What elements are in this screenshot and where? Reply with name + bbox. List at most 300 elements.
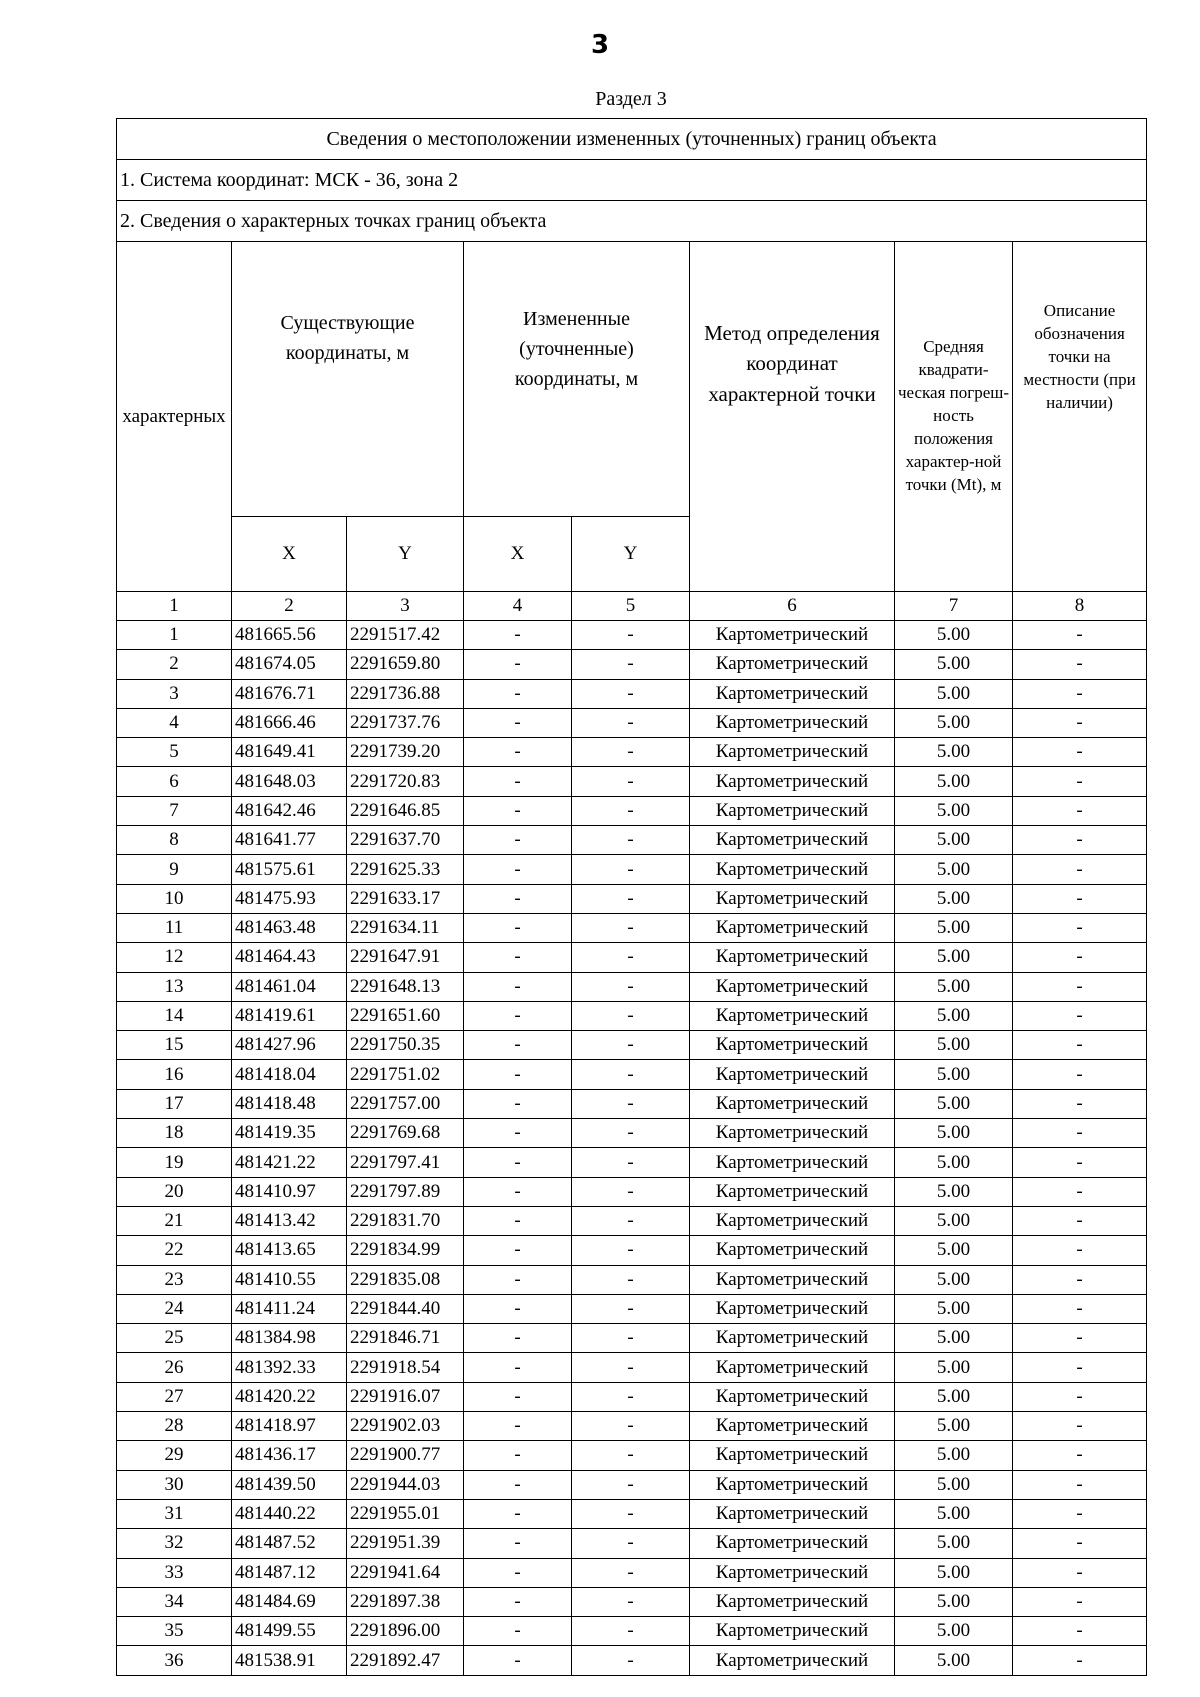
method-cell: Картометрический: [690, 679, 895, 708]
changed-x-cell: -: [464, 1265, 572, 1294]
existing-x-cell: 481484.69: [232, 1587, 347, 1616]
changed-y-cell: -: [572, 1499, 690, 1528]
changed-y-cell: -: [572, 1089, 690, 1118]
existing-y-cell: 2291846.71: [347, 1324, 464, 1353]
existing-y-cell: 2291634.11: [347, 913, 464, 942]
point-number-cell: 18: [117, 1119, 232, 1148]
table-row: [117, 855, 1147, 884]
existing-x-cell: 481499.55: [232, 1617, 347, 1646]
mean-error-cell: 5.00: [895, 1001, 1013, 1030]
existing-y-cell: 2291896.00: [347, 1617, 464, 1646]
existing-x-cell: 481436.17: [232, 1441, 347, 1470]
changed-y-cell: -: [572, 1382, 690, 1411]
existing-x-cell: 481419.35: [232, 1119, 347, 1148]
changed-x-cell: -: [464, 943, 572, 972]
existing-x-cell: 481418.48: [232, 1089, 347, 1118]
table-row: [117, 621, 1147, 650]
mean-error-cell: 5.00: [895, 972, 1013, 1001]
changed-x-cell: -: [464, 1031, 572, 1060]
table-row: [117, 1119, 1147, 1148]
column-number: 4: [464, 592, 572, 621]
existing-y-cell: 2291831.70: [347, 1206, 464, 1235]
header-existing-coords: Существующие координаты, м: [232, 242, 464, 517]
changed-y-cell: -: [572, 1206, 690, 1235]
point-number-cell: 28: [117, 1412, 232, 1441]
point-number-cell: 5: [117, 738, 232, 767]
method-cell: Картометрический: [690, 1236, 895, 1265]
mean-error-cell: 5.00: [895, 1031, 1013, 1060]
mean-error-cell: 5.00: [895, 943, 1013, 972]
method-cell: Картометрический: [690, 1499, 895, 1528]
header-description: Описание обозначения точки на местности (при наличии): [1013, 242, 1147, 592]
existing-y-cell: 2291659.80: [347, 650, 464, 679]
existing-x-cell: 481418.97: [232, 1412, 347, 1441]
changed-x-cell: -: [464, 767, 572, 796]
point-number-cell: 25: [117, 1324, 232, 1353]
method-cell: Картометрический: [690, 1031, 895, 1060]
changed-x-cell: -: [464, 1382, 572, 1411]
changed-y-cell: -: [572, 1119, 690, 1148]
mean-error-cell: 5.00: [895, 1236, 1013, 1265]
existing-y-cell: 2291625.33: [347, 855, 464, 884]
method-cell: Картометрический: [690, 943, 895, 972]
existing-x-cell: 481538.91: [232, 1646, 347, 1675]
existing-y-cell: 2291916.07: [347, 1382, 464, 1411]
mean-error-cell: 5.00: [895, 1382, 1013, 1411]
existing-x-cell: 481674.05: [232, 650, 347, 679]
column-number: 2: [232, 592, 347, 621]
boundary-points-table: [116, 118, 1147, 1676]
description-cell: -: [1013, 1001, 1147, 1030]
table-row: [117, 1001, 1147, 1030]
description-cell: -: [1013, 621, 1147, 650]
mean-error-cell: 5.00: [895, 1412, 1013, 1441]
changed-y-cell: -: [572, 1412, 690, 1441]
mean-error-cell: 5.00: [895, 884, 1013, 913]
table-row: [117, 1646, 1147, 1675]
table-row: [117, 1148, 1147, 1177]
mean-error-cell: 5.00: [895, 855, 1013, 884]
changed-x-cell: -: [464, 1089, 572, 1118]
description-cell: -: [1013, 1177, 1147, 1206]
header-existing-y: Y: [347, 517, 464, 592]
existing-y-cell: 2291769.68: [347, 1119, 464, 1148]
changed-x-cell: -: [464, 708, 572, 737]
changed-y-cell: -: [572, 1294, 690, 1323]
point-number-cell: 35: [117, 1617, 232, 1646]
mean-error-cell: 5.00: [895, 738, 1013, 767]
existing-y-cell: 2291797.89: [347, 1177, 464, 1206]
existing-y-cell: 2291648.13: [347, 972, 464, 1001]
changed-x-cell: -: [464, 1587, 572, 1616]
existing-y-cell: 2291517.42: [347, 621, 464, 650]
column-number: 7: [895, 592, 1013, 621]
points-heading: 2. Сведения о характерных точках границ объекта: [117, 201, 1147, 242]
point-number-cell: 36: [117, 1646, 232, 1675]
existing-y-cell: 2291750.35: [347, 1031, 464, 1060]
existing-x-cell: 481649.41: [232, 738, 347, 767]
changed-x-cell: -: [464, 1119, 572, 1148]
mean-error-cell: 5.00: [895, 796, 1013, 825]
mean-error-cell: 5.00: [895, 650, 1013, 679]
existing-x-cell: 481427.96: [232, 1031, 347, 1060]
table-row: [117, 1499, 1147, 1528]
changed-y-cell: -: [572, 855, 690, 884]
table-row: [117, 1353, 1147, 1382]
description-cell: -: [1013, 1617, 1147, 1646]
existing-y-cell: 2291751.02: [347, 1060, 464, 1089]
existing-x-cell: 481413.42: [232, 1206, 347, 1235]
existing-x-cell: 481419.61: [232, 1001, 347, 1030]
changed-x-cell: -: [464, 826, 572, 855]
description-cell: -: [1013, 943, 1147, 972]
changed-x-cell: -: [464, 1060, 572, 1089]
table-row: [117, 1177, 1147, 1206]
page-number: 3: [590, 30, 610, 60]
existing-x-cell: 481461.04: [232, 972, 347, 1001]
existing-x-cell: 481420.22: [232, 1382, 347, 1411]
description-cell: -: [1013, 708, 1147, 737]
description-cell: -: [1013, 1470, 1147, 1499]
table-row: [117, 1060, 1147, 1089]
mean-error-cell: 5.00: [895, 1529, 1013, 1558]
changed-x-cell: -: [464, 1412, 572, 1441]
mean-error-cell: 5.00: [895, 1441, 1013, 1470]
existing-x-cell: 481641.77: [232, 826, 347, 855]
description-cell: -: [1013, 1646, 1147, 1675]
point-number-cell: 34: [117, 1587, 232, 1616]
point-number-cell: 32: [117, 1529, 232, 1558]
description-cell: -: [1013, 1587, 1147, 1616]
changed-y-cell: -: [572, 767, 690, 796]
point-number-cell: 29: [117, 1441, 232, 1470]
changed-x-cell: -: [464, 650, 572, 679]
existing-y-cell: 2291944.03: [347, 1470, 464, 1499]
changed-x-cell: -: [464, 1441, 572, 1470]
table-row: [117, 708, 1147, 737]
existing-x-cell: 481464.43: [232, 943, 347, 972]
method-cell: Картометрический: [690, 1089, 895, 1118]
method-cell: Картометрический: [690, 913, 895, 942]
existing-y-cell: 2291651.60: [347, 1001, 464, 1030]
method-cell: Картометрический: [690, 1060, 895, 1089]
existing-y-cell: 2291941.64: [347, 1558, 464, 1587]
description-cell: -: [1013, 796, 1147, 825]
description-cell: -: [1013, 826, 1147, 855]
point-number-cell: 13: [117, 972, 232, 1001]
method-cell: Картометрический: [690, 1294, 895, 1323]
existing-x-cell: 481463.48: [232, 913, 347, 942]
point-number-cell: 15: [117, 1031, 232, 1060]
header-mean-error: Средняя квадрати-ческая погреш-ность положения характер-ной точки (Mt), м: [895, 242, 1013, 592]
description-cell: -: [1013, 1529, 1147, 1558]
description-cell: -: [1013, 767, 1147, 796]
point-number-cell: 8: [117, 826, 232, 855]
existing-x-cell: 481676.71: [232, 679, 347, 708]
existing-x-cell: 481642.46: [232, 796, 347, 825]
method-cell: Картометрический: [690, 796, 895, 825]
method-cell: Картометрический: [690, 1587, 895, 1616]
point-number-cell: 4: [117, 708, 232, 737]
method-cell: Картометрический: [690, 1470, 895, 1499]
point-number-cell: 21: [117, 1206, 232, 1235]
changed-y-cell: -: [572, 1470, 690, 1499]
header-method: Метод определения координат характерной точки: [690, 242, 895, 592]
column-number-row: [117, 592, 1147, 621]
mean-error-cell: 5.00: [895, 679, 1013, 708]
changed-y-cell: -: [572, 972, 690, 1001]
point-number-cell: 24: [117, 1294, 232, 1323]
method-cell: Картометрический: [690, 855, 895, 884]
changed-y-cell: -: [572, 913, 690, 942]
column-number: 1: [117, 592, 232, 621]
changed-y-cell: -: [572, 1324, 690, 1353]
existing-y-cell: 2291951.39: [347, 1529, 464, 1558]
point-number-cell: 6: [117, 767, 232, 796]
existing-x-cell: 481475.93: [232, 884, 347, 913]
table-row: [117, 796, 1147, 825]
existing-x-cell: 481439.50: [232, 1470, 347, 1499]
existing-y-cell: 2291647.91: [347, 943, 464, 972]
mean-error-cell: 5.00: [895, 1617, 1013, 1646]
method-cell: Картометрический: [690, 826, 895, 855]
mean-error-cell: 5.00: [895, 767, 1013, 796]
changed-y-cell: -: [572, 1646, 690, 1675]
description-cell: -: [1013, 1265, 1147, 1294]
description-cell: -: [1013, 1382, 1147, 1411]
method-cell: Картометрический: [690, 1441, 895, 1470]
changed-x-cell: -: [464, 1206, 572, 1235]
changed-y-cell: -: [572, 1265, 690, 1294]
point-number-cell: 3: [117, 679, 232, 708]
column-number: 8: [1013, 592, 1147, 621]
description-cell: -: [1013, 1294, 1147, 1323]
existing-y-cell: 2291637.70: [347, 826, 464, 855]
method-cell: Картометрический: [690, 1353, 895, 1382]
changed-y-cell: -: [572, 826, 690, 855]
method-cell: Картометрический: [690, 1119, 895, 1148]
method-cell: Картометрический: [690, 1177, 895, 1206]
table-row: [117, 738, 1147, 767]
description-cell: -: [1013, 1558, 1147, 1587]
point-number-cell: 14: [117, 1001, 232, 1030]
method-cell: Картометрический: [690, 1646, 895, 1675]
existing-x-cell: 481440.22: [232, 1499, 347, 1528]
point-number-cell: 2: [117, 650, 232, 679]
table-row: [117, 972, 1147, 1001]
changed-x-cell: -: [464, 621, 572, 650]
point-number-cell: 22: [117, 1236, 232, 1265]
changed-x-cell: -: [464, 1294, 572, 1323]
mean-error-cell: 5.00: [895, 1265, 1013, 1294]
changed-y-cell: -: [572, 1353, 690, 1382]
existing-y-cell: 2291918.54: [347, 1353, 464, 1382]
table-row: [117, 884, 1147, 913]
changed-y-cell: -: [572, 679, 690, 708]
section-label: Раздел 3: [595, 88, 667, 110]
existing-y-cell: 2291844.40: [347, 1294, 464, 1323]
existing-y-cell: 2291797.41: [347, 1148, 464, 1177]
existing-x-cell: 481487.52: [232, 1529, 347, 1558]
changed-y-cell: -: [572, 650, 690, 679]
changed-y-cell: -: [572, 1558, 690, 1587]
description-cell: -: [1013, 913, 1147, 942]
table-row: [117, 767, 1147, 796]
point-number-cell: 27: [117, 1382, 232, 1411]
changed-y-cell: -: [572, 621, 690, 650]
changed-x-cell: -: [464, 884, 572, 913]
point-number-cell: 33: [117, 1558, 232, 1587]
existing-x-cell: 481648.03: [232, 767, 347, 796]
mean-error-cell: 5.00: [895, 1089, 1013, 1118]
existing-y-cell: 2291897.38: [347, 1587, 464, 1616]
changed-y-cell: -: [572, 796, 690, 825]
existing-y-cell: 2291720.83: [347, 767, 464, 796]
column-number: 5: [572, 592, 690, 621]
table-row: [117, 1031, 1147, 1060]
changed-y-cell: -: [572, 884, 690, 913]
description-cell: -: [1013, 1412, 1147, 1441]
existing-y-cell: 2291737.76: [347, 708, 464, 737]
header-point-number: характерных: [117, 242, 232, 592]
changed-x-cell: -: [464, 796, 572, 825]
method-cell: Картометрический: [690, 767, 895, 796]
changed-x-cell: -: [464, 1324, 572, 1353]
changed-y-cell: -: [572, 1148, 690, 1177]
point-number-cell: 12: [117, 943, 232, 972]
changed-x-cell: -: [464, 855, 572, 884]
table-row: [117, 1382, 1147, 1411]
point-number-cell: 31: [117, 1499, 232, 1528]
method-cell: Картометрический: [690, 1265, 895, 1294]
description-cell: -: [1013, 1089, 1147, 1118]
table-row: [117, 679, 1147, 708]
mean-error-cell: 5.00: [895, 1206, 1013, 1235]
description-cell: -: [1013, 650, 1147, 679]
changed-y-cell: -: [572, 1441, 690, 1470]
changed-x-cell: -: [464, 1001, 572, 1030]
table-row: [117, 1236, 1147, 1265]
mean-error-cell: 5.00: [895, 1324, 1013, 1353]
changed-x-cell: -: [464, 679, 572, 708]
existing-y-cell: 2291902.03: [347, 1412, 464, 1441]
changed-y-cell: -: [572, 1587, 690, 1616]
existing-x-cell: 481421.22: [232, 1148, 347, 1177]
table-row: [117, 650, 1147, 679]
existing-y-cell: 2291834.99: [347, 1236, 464, 1265]
point-number-cell: 10: [117, 884, 232, 913]
method-cell: Картометрический: [690, 1529, 895, 1558]
changed-x-cell: -: [464, 1353, 572, 1382]
table-row: [117, 1294, 1147, 1323]
point-number-cell: 17: [117, 1089, 232, 1118]
description-cell: -: [1013, 1119, 1147, 1148]
existing-y-cell: 2291646.85: [347, 796, 464, 825]
table-row: [117, 1587, 1147, 1616]
header-changed-coords: Измененные (уточненные) координаты, м: [464, 242, 690, 517]
coordinate-system: 1. Система координат: МСК - 36, зона 2: [117, 160, 1147, 201]
description-cell: -: [1013, 679, 1147, 708]
existing-x-cell: 481392.33: [232, 1353, 347, 1382]
table-row: [117, 1324, 1147, 1353]
point-number-cell: 26: [117, 1353, 232, 1382]
changed-y-cell: -: [572, 1177, 690, 1206]
point-number-cell: 30: [117, 1470, 232, 1499]
mean-error-cell: 5.00: [895, 826, 1013, 855]
table-title: Сведения о местоположении измененных (уточненных) границ объекта: [117, 119, 1147, 160]
table-row: [117, 1441, 1147, 1470]
table-row: [117, 1265, 1147, 1294]
header-existing-x: X: [232, 517, 347, 592]
description-cell: -: [1013, 1148, 1147, 1177]
header-changed-x: X: [464, 517, 572, 592]
method-cell: Картометрический: [690, 1206, 895, 1235]
existing-y-cell: 2291900.77: [347, 1441, 464, 1470]
method-cell: Картометрический: [690, 1558, 895, 1587]
existing-y-cell: 2291739.20: [347, 738, 464, 767]
existing-x-cell: 481487.12: [232, 1558, 347, 1587]
mean-error-cell: 5.00: [895, 1646, 1013, 1675]
description-cell: -: [1013, 1353, 1147, 1382]
changed-y-cell: -: [572, 1031, 690, 1060]
existing-y-cell: 2291736.88: [347, 679, 464, 708]
existing-x-cell: 481384.98: [232, 1324, 347, 1353]
existing-x-cell: 481666.46: [232, 708, 347, 737]
method-cell: Картометрический: [690, 1001, 895, 1030]
existing-x-cell: 481418.04: [232, 1060, 347, 1089]
mean-error-cell: 5.00: [895, 1119, 1013, 1148]
description-cell: -: [1013, 1031, 1147, 1060]
point-number-cell: 1: [117, 621, 232, 650]
mean-error-cell: 5.00: [895, 1587, 1013, 1616]
changed-y-cell: -: [572, 1529, 690, 1558]
description-cell: -: [1013, 1060, 1147, 1089]
mean-error-cell: 5.00: [895, 1060, 1013, 1089]
table-row: [117, 1529, 1147, 1558]
mean-error-cell: 5.00: [895, 1353, 1013, 1382]
changed-x-cell: -: [464, 1617, 572, 1646]
table-row: [117, 1206, 1147, 1235]
changed-x-cell: -: [464, 1470, 572, 1499]
table-row: [117, 1558, 1147, 1587]
existing-x-cell: 481665.56: [232, 621, 347, 650]
changed-x-cell: -: [464, 913, 572, 942]
table-row: [117, 1089, 1147, 1118]
point-number-cell: 19: [117, 1148, 232, 1177]
existing-y-cell: 2291633.17: [347, 884, 464, 913]
changed-x-cell: -: [464, 1499, 572, 1528]
point-number-cell: 23: [117, 1265, 232, 1294]
changed-x-cell: -: [464, 1177, 572, 1206]
existing-y-cell: 2291835.08: [347, 1265, 464, 1294]
changed-y-cell: -: [572, 708, 690, 737]
description-cell: -: [1013, 1324, 1147, 1353]
changed-y-cell: -: [572, 943, 690, 972]
table-row: [117, 943, 1147, 972]
method-cell: Картометрический: [690, 884, 895, 913]
method-cell: Картометрический: [690, 738, 895, 767]
mean-error-cell: 5.00: [895, 708, 1013, 737]
changed-y-cell: -: [572, 738, 690, 767]
method-cell: Картометрический: [690, 650, 895, 679]
method-cell: Картометрический: [690, 972, 895, 1001]
description-cell: -: [1013, 1236, 1147, 1265]
table-row: [117, 1412, 1147, 1441]
changed-x-cell: -: [464, 1529, 572, 1558]
existing-x-cell: 481413.65: [232, 1236, 347, 1265]
mean-error-cell: 5.00: [895, 1294, 1013, 1323]
description-cell: -: [1013, 1441, 1147, 1470]
